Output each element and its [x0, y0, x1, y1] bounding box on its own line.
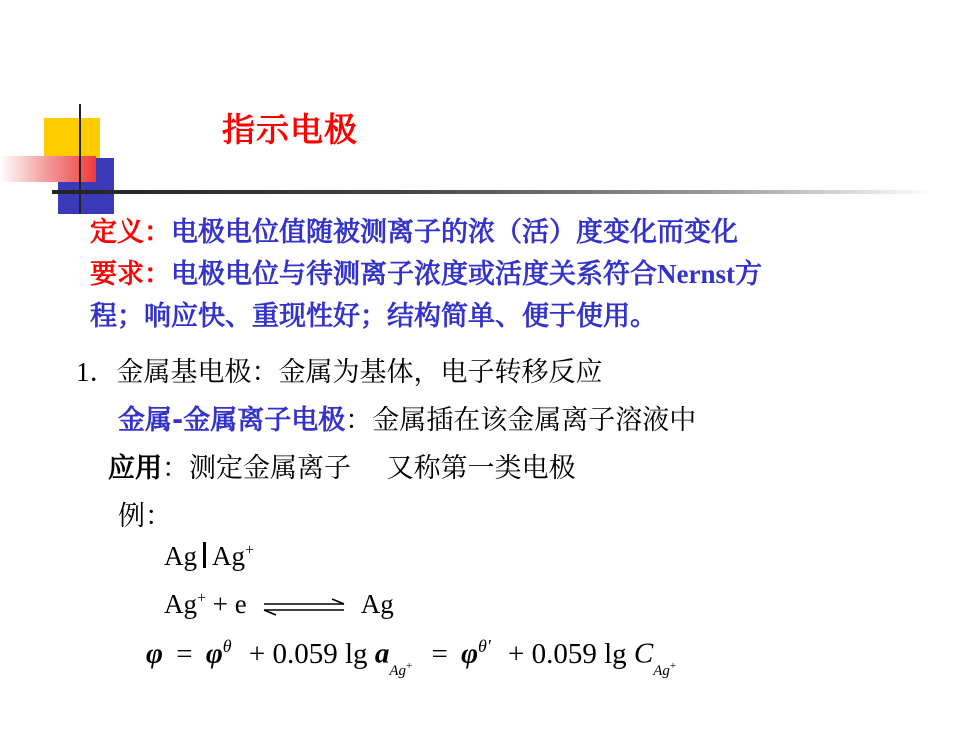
log-term-2: + 0.059 lg — [507, 637, 627, 670]
theta-prime-symbol: θ' — [478, 636, 491, 656]
phi-standard: φ — [205, 637, 223, 670]
application-label: 应用 — [108, 453, 162, 484]
requirement-line — [90, 252, 762, 291]
slide-title: 指示电极 — [222, 110, 358, 149]
reactant-electron: + e — [206, 589, 247, 619]
cell-right-charge: + — [245, 542, 255, 559]
requirement-line-2: 程；响应快、重现性好；结构简单、便于使用。 — [90, 301, 657, 332]
subtype-label: 金属-金属离子电极 — [118, 405, 346, 436]
equilibrium-arrow-icon — [262, 597, 348, 617]
application-text: ：测定金属离子 又称第一类电极 — [162, 453, 576, 484]
requirement-nernst: Nernst — [657, 259, 735, 289]
requirement-text-b: 方 — [734, 259, 762, 290]
equals-1: = — [176, 637, 193, 670]
example-label: 例： — [118, 501, 172, 532]
definition-line — [90, 210, 738, 249]
concentration-subscript-charge: + — [669, 659, 677, 672]
cell-left: Ag — [164, 541, 197, 571]
item-1-number: 1 — [76, 357, 90, 387]
log-term-1: + 0.059 lg — [248, 637, 368, 670]
decor-red-bar — [0, 156, 96, 182]
reactant-ion: Ag — [164, 589, 197, 619]
activity-subscript-charge: + — [405, 659, 413, 672]
nernst-equation — [146, 636, 676, 680]
concentration-symbol: C — [633, 637, 654, 670]
cell-notation — [164, 541, 254, 572]
application-line — [108, 446, 576, 485]
phi-formal: φ — [461, 637, 479, 670]
subtype-text: ：金属插在该金属离子溶液中 — [345, 405, 697, 436]
equals-2: = — [431, 637, 448, 670]
definition-text: 电极电位值随被测离子的浓（活）度变化而变化 — [171, 217, 738, 248]
decor-vertical-line — [79, 104, 81, 214]
theta-symbol: θ — [222, 636, 232, 656]
title-divider — [52, 190, 932, 194]
reactant-charge: + — [197, 590, 207, 607]
half-reaction — [164, 589, 394, 620]
item-1 — [76, 350, 603, 389]
activity-subscript: Ag — [389, 662, 406, 679]
requirement-text-a: 电极电位与待测离子浓度或活度关系符合 — [171, 259, 657, 290]
subtype-line — [118, 398, 696, 437]
phi-symbol: φ — [146, 637, 163, 670]
item-1-text: ．金属基电极：金属为基体，电子转移反应 — [89, 357, 603, 388]
concentration-subscript: Ag — [653, 662, 670, 679]
activity-symbol: a — [374, 637, 390, 670]
requirement-label: 要求： — [90, 259, 171, 290]
product: Ag — [360, 589, 394, 619]
phase-boundary — [203, 542, 206, 568]
definition-label: 定义： — [90, 217, 171, 248]
cell-right: Ag — [212, 541, 245, 571]
